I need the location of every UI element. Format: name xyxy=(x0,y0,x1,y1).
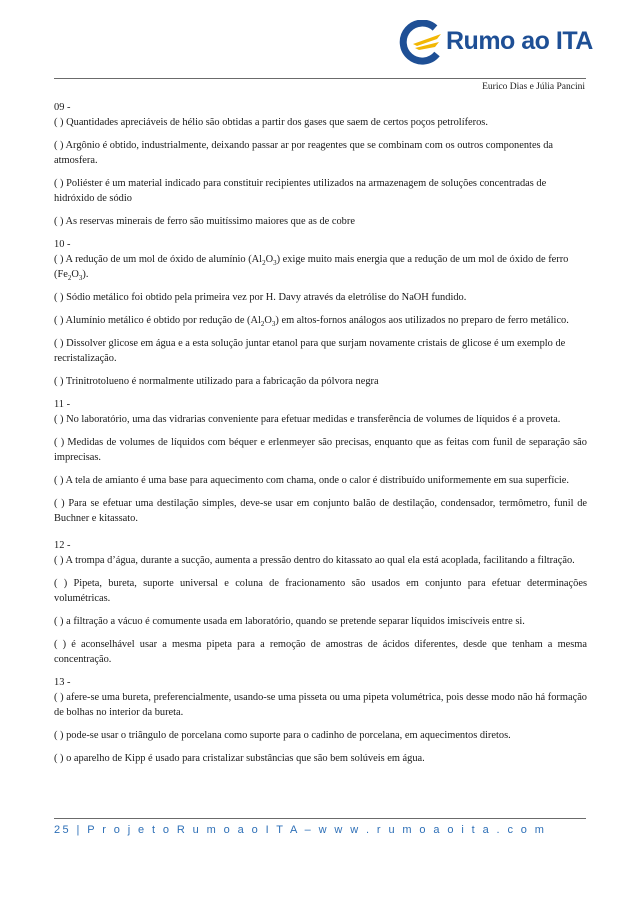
footer-divider xyxy=(54,818,586,819)
question-item: ( ) Sódio metálico foi obtido pela primeira vez por H. Davy através da eletrólise do NaOH fundido. xyxy=(54,292,467,303)
question-10 xyxy=(54,237,587,389)
question-item: ( ) Para se efetuar uma destilação simples, deve-se usar em conjunto balão de destilação, condensador, termômetro, funil de Buchner e kitassato. xyxy=(54,498,587,524)
logo-mark-icon xyxy=(397,20,443,66)
question-item: ( ) pode-se usar o triângulo de porcelana como suporte para o cadinho de porcelana, em aquecimentos diretos. xyxy=(54,730,511,741)
logo xyxy=(397,20,593,66)
question-item: ( ) afere-se uma bureta, preferencialmente, usando-se uma pisseta ou uma pipeta volumétrica, pois desse modo não há formação de bolhas no interior da bureta. xyxy=(54,692,587,718)
question-item: ( ) No laboratório, uma das vidrarias conveniente para efetuar medidas e transferência de volumes de líquidos é a proveta. xyxy=(54,414,561,425)
question-list xyxy=(54,100,587,774)
question-13 xyxy=(54,675,587,766)
brand-name: Rumo ao ITA xyxy=(446,27,593,55)
question-item: ( ) Dissolver glicose em água e a esta solução juntar etanol para que surjam novamente cristais de glicose é um exemplo de recristalização. xyxy=(54,338,566,364)
page-footer: 25 | P r o j e t o R u m o a o I T A – w w w . r u m o a o i t a . c o m xyxy=(54,824,547,836)
question-number: 10 - xyxy=(54,239,71,250)
question-12 xyxy=(54,538,587,667)
question-item: ( ) Medidas de volumes de líquidos com béquer e erlenmeyer são precisas, enquanto que as feitas com funil de separação são imprecisas. xyxy=(54,437,587,463)
question-number: 12 - xyxy=(54,540,71,551)
question-11 xyxy=(54,397,587,526)
question-item: ( ) é aconselhável usar a mesma pipeta para a remoção de amostras de ácidos diferentes, desde que tenham a mesma concentração. xyxy=(54,639,587,665)
question-item: ( ) Poliéster é um material indicado para constituir recipientes utilizados na armazenagem de soluções concentradas de hidróxido de sódio xyxy=(54,178,547,204)
question-item: ( ) Quantidades apreciáveis de hélio são obtidas a partir dos gases que saem de certos poços petrolíferos. xyxy=(54,117,488,128)
question-item: ( ) o aparelho de Kipp é usado para cristalizar substâncias que são bem solúveis em água. xyxy=(54,753,425,764)
question-number: 11 - xyxy=(54,399,71,410)
question-item: ( ) Argônio é obtido, industrialmente, deixando passar ar por reagentes que se combinam com os outros componentes da atmosfera. xyxy=(54,140,554,166)
question-item: ( ) As reservas minerais de ferro são muitíssimo maiores que as de cobre xyxy=(54,216,355,227)
question-item: ( ) A tela de amianto é uma base para aquecimento com chama, onde o calor é distribuído uniformemente em sua superfície. xyxy=(54,475,570,486)
question-09 xyxy=(54,100,587,229)
question-item: ( ) A trompa d’água, durante a sucção, aumenta a pressão dentro do kitassato ao qual ela está acoplada, facilitando a filtração. xyxy=(54,555,575,566)
question-item: ( ) Alumínio metálico é obtido por redução de $(Al_2O_3)$ em altos-fornos análogos aos utilizados no preparo de ferro metálico. xyxy=(54,315,569,329)
header-divider xyxy=(54,78,586,79)
question-item: ( ) a filtração a vácuo é comumente usada em laboratório, quando se pretende separar líquidos imiscíveis entre si. xyxy=(54,616,525,627)
question-item: ( ) A redução de um mol de óxido de alumínio $(Al_2O_3)$ exige muito mais energia que a redução de um mol de óxido de ferro $(Fe_2O_3)$. xyxy=(54,254,569,283)
question-number: 13 - xyxy=(54,677,71,688)
authors: Eurico Dias e Júlia Pancini xyxy=(482,82,585,92)
question-number: 09 - xyxy=(54,102,71,113)
question-item: ( ) Pipeta, bureta, suporte universal e coluna de fracionamento são usados em conjunto para efetuar determinações volumétricas. xyxy=(54,578,587,604)
question-item: ( ) Trinitrotolueno é normalmente utilizado para a fabricação da pólvora negra xyxy=(54,376,379,387)
